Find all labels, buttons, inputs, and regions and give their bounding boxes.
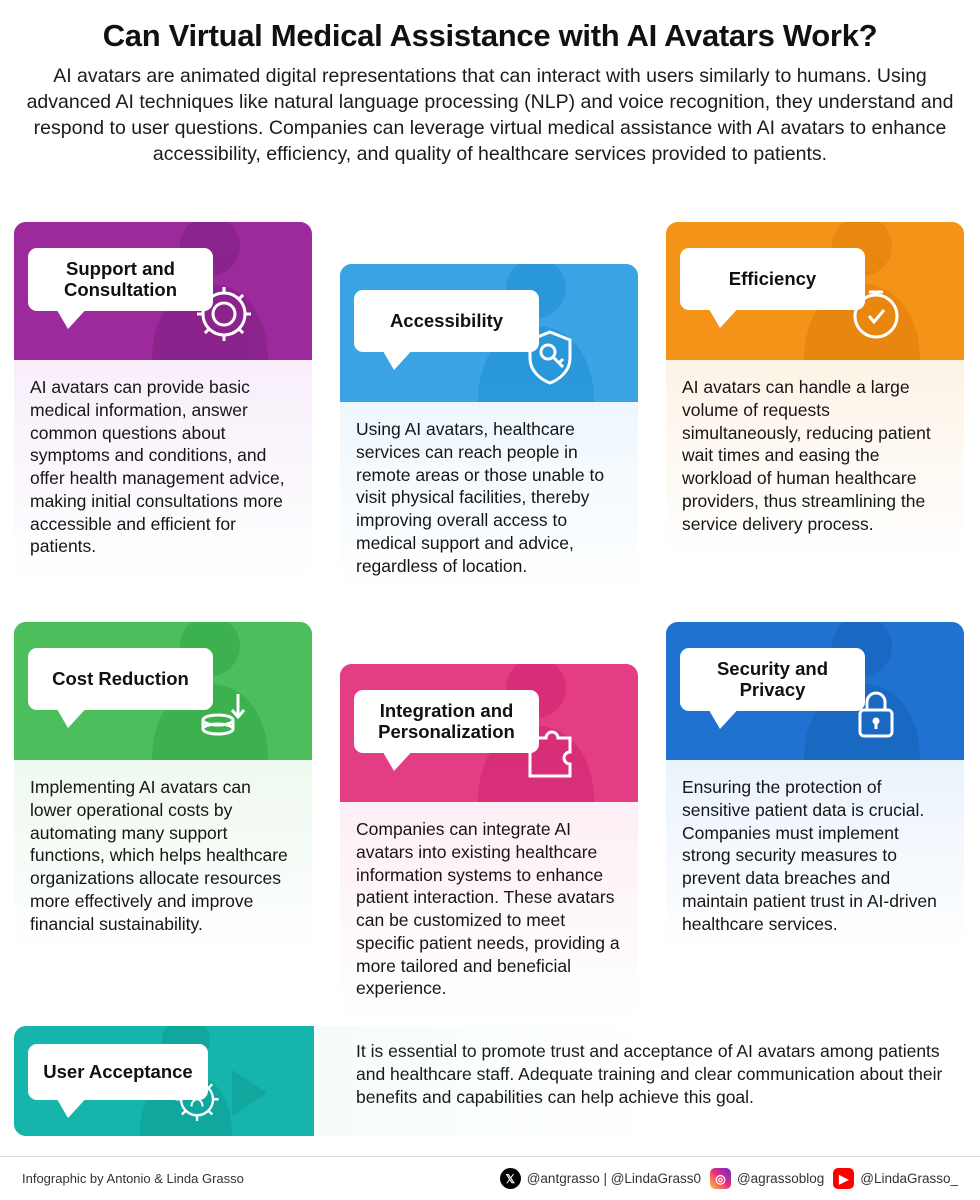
social-handles <box>500 1168 958 1189</box>
card-support-and-consultation <box>0 222 326 578</box>
card-header <box>340 264 638 402</box>
card-title: Security and Privacy <box>680 648 865 711</box>
youtube-icon: ▶ <box>833 1168 854 1189</box>
card <box>14 222 312 578</box>
card <box>666 622 964 955</box>
page-title: Can Virtual Medical Assistance with AI Avatars Work? <box>102 18 878 53</box>
social-handle[interactable] <box>500 1168 701 1189</box>
card-body: AI avatars can handle a large volume of requests simultaneously, reducing patient wait times and easing the workload of human healthcare providers, thus streamlining the service delivery process. <box>666 360 964 555</box>
card-security-and-privacy <box>652 622 978 978</box>
footer <box>0 1156 980 1200</box>
footer-credit: Infographic by Antonio & Linda Grasso <box>22 1171 244 1186</box>
card-title: Accessibility <box>354 290 539 352</box>
x-twitter-icon: 𝕏 <box>500 1168 521 1189</box>
card-accessibility <box>326 264 652 620</box>
card-efficiency <box>652 222 978 578</box>
card-title: Cost Reduction <box>28 648 213 710</box>
card-header <box>340 664 638 802</box>
card-body: Ensuring the protection of sensitive patient data is crucial. Companies must implement strong security measures to prevent data breaches and maintain patient trust in AI-driven healthcare services. <box>666 760 964 955</box>
social-handle[interactable] <box>710 1168 824 1189</box>
card <box>14 622 312 955</box>
card-body: Using AI avatars, healthcare services can reach people in remote areas or those unable to visit physical facilities, thereby improving overall access to medical support and advice, regardless of location. <box>340 402 638 597</box>
card-header <box>666 622 964 760</box>
social-handle-text: @agrassoblog <box>736 1171 825 1186</box>
social-handle-text: @LindaGrasso_ <box>860 1171 958 1186</box>
intro-paragraph: AI avatars are animated digital representations that can interact with users similarly to humans. Using advanced AI techniques like natural language processing (NLP) and voice recognition, they understand and respond to user questions. Companies can leverage virtual medical assistance with AI avatars to enhance accessibility, efficiency, and quality of healthcare services provided to patients. <box>26 65 954 165</box>
card-header <box>14 222 312 360</box>
card-body: Implementing AI avatars can lower operational costs by automating many support functions, which helps healthcare organizations allocate resources more effectively and improve financial sustainability. <box>14 760 312 955</box>
card-title: User Acceptance <box>28 1044 208 1100</box>
card <box>340 264 638 597</box>
card-header <box>666 222 964 360</box>
card-title: Support and Consultation <box>28 248 213 311</box>
card-cost-reduction <box>0 622 326 978</box>
card-title: Integration and Personalization <box>354 690 539 753</box>
card-title: Efficiency <box>680 248 865 310</box>
card-body: It is essential to promote trust and acceptance of AI avatars among patients and healthcare staff. Adequate training and clear communication about their benefits and capabilities can help achieve this goal. <box>356 1041 943 1107</box>
card-body: AI avatars can provide basic medical information, answer common questions about symptoms and conditions, and offer health management advice, making initial consultations more accessible and efficient for patients. <box>14 360 312 578</box>
cards-grid <box>0 222 980 1022</box>
card-header <box>14 1026 314 1136</box>
card-header <box>14 622 312 760</box>
card <box>666 222 964 555</box>
social-handle-text: @antgrasso | @LindaGrass0 <box>526 1171 701 1186</box>
card <box>340 664 638 1020</box>
card-body: Companies can integrate AI avatars into existing healthcare information systems to enhance patient interaction. These avatars can be customized to meet specific patient needs, providing a more tailored and beneficial experience. <box>340 802 638 1020</box>
social-handle[interactable] <box>833 1168 958 1189</box>
card-integration-and-personalization <box>326 664 652 1020</box>
card-user-acceptance <box>14 1026 966 1136</box>
instagram-icon: ◎ <box>710 1168 731 1189</box>
